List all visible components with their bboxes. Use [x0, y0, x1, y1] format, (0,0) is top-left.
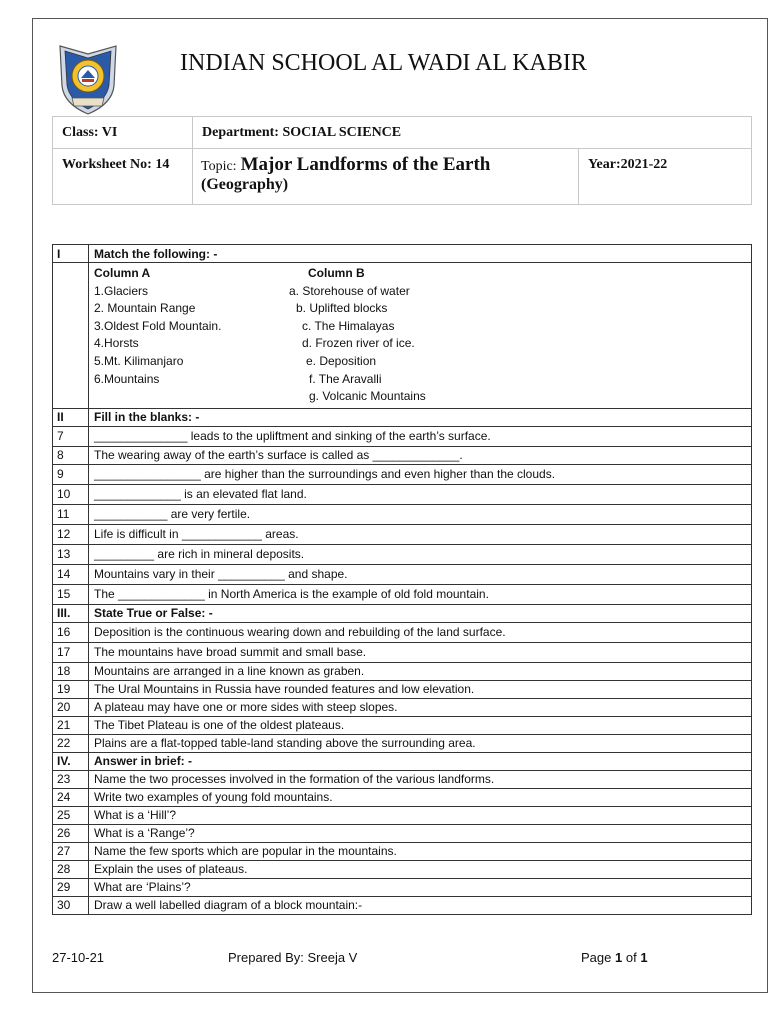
question-row: [53, 504, 752, 524]
question-row: [53, 860, 752, 878]
question-row: [53, 716, 752, 734]
question-number: 27: [53, 842, 89, 860]
question-text: What is a ‘Range’?: [89, 824, 752, 842]
section-title: State True or False: -: [89, 604, 752, 622]
question-text: Plains are a flat-topped table-land standing above the surrounding area.: [89, 734, 752, 752]
column-b-item: e. Deposition: [306, 353, 377, 368]
question-row: [53, 446, 752, 464]
question-row: [53, 584, 752, 604]
question-number: 21: [53, 716, 89, 734]
worksheet-label: Worksheet No: 14: [62, 157, 170, 172]
column-a-item: 5.Mt. Kilimanjaro: [94, 353, 184, 368]
column-b-item: d. Frozen river of ice.: [302, 336, 415, 351]
column-b-item: g. Volcanic Mountains: [309, 389, 426, 404]
question-text: The Ural Mountains in Russia have rounded features and low elevation.: [89, 680, 752, 698]
question-row: [53, 896, 752, 914]
question-text: Draw a well labelled diagram of a block mountain:-: [89, 896, 752, 914]
question-number: 13: [53, 544, 89, 564]
question-text: Write two examples of young fold mountains.: [89, 788, 752, 806]
question-number: 9: [53, 464, 89, 484]
question-row: [53, 662, 752, 680]
question-text: Deposition is the continuous wearing down and rebuilding of the land surface.: [89, 622, 752, 642]
column-a-heading: Column A: [94, 266, 151, 280]
question-text: What is a ‘Hill’?: [89, 806, 752, 824]
question-row: [53, 484, 752, 504]
column-a-item: 2. Mountain Range: [94, 301, 196, 316]
match-row: [53, 263, 752, 409]
question-text: Life is difficult in ____________ areas.: [89, 524, 752, 544]
match-grid: [94, 265, 751, 406]
question-number: 22: [53, 734, 89, 752]
question-number: 12: [53, 524, 89, 544]
question-number: 28: [53, 860, 89, 878]
worksheet-table: [52, 244, 752, 915]
question-row: [53, 788, 752, 806]
column-b-heading: Column B: [308, 266, 365, 280]
question-number: 29: [53, 878, 89, 896]
question-row: [53, 564, 752, 584]
question-text: ______________ leads to the upliftment and sinking of the earth’s surface.: [89, 426, 752, 446]
column-a-item: 4.Horsts: [94, 336, 139, 351]
footer-date: 27-10-21: [52, 950, 105, 965]
topic-subtitle: (Geography): [201, 176, 289, 193]
page-current: 1: [615, 950, 623, 965]
section-header-row: [53, 408, 752, 426]
question-text: Mountains vary in their __________ and shape.: [89, 564, 752, 584]
question-row: [53, 770, 752, 788]
question-text: _____________ is an elevated flat land.: [89, 484, 752, 504]
question-number: 10: [53, 484, 89, 504]
column-a-item: 1.Glaciers: [94, 283, 149, 298]
question-row: [53, 544, 752, 564]
question-row: [53, 806, 752, 824]
section-title: Match the following: -: [89, 245, 752, 263]
column-a-item: 3.Oldest Fold Mountain.: [94, 318, 222, 333]
section-header-row: [53, 752, 752, 770]
question-row: [53, 698, 752, 716]
section-number: IV.: [53, 752, 89, 770]
section-number: III.: [53, 604, 89, 622]
column-b-item: b. Uplifted blocks: [296, 301, 388, 316]
question-row: [53, 824, 752, 842]
question-row: [53, 622, 752, 642]
question-text: Name the two processes involved in the formation of the various landforms.: [89, 770, 752, 788]
question-number: 20: [53, 698, 89, 716]
section-header-row: [53, 604, 752, 622]
column-a-item: 6.Mountains: [94, 371, 160, 386]
question-text: The Tibet Plateau is one of the oldest plateaus.: [89, 716, 752, 734]
question-row: [53, 524, 752, 544]
question-text: ________________ are higher than the surroundings and even higher than the clouds.: [89, 464, 752, 484]
footer: [52, 950, 752, 966]
question-text: ___________ are very fertile.: [89, 504, 752, 524]
page-of: of: [625, 950, 637, 965]
question-text: A plateau may have one or more sides with steep slopes.: [89, 698, 752, 716]
column-b-item: f. The Aravalli: [309, 371, 382, 386]
question-number: 17: [53, 642, 89, 662]
header-info-table: [52, 116, 752, 205]
question-row: [53, 426, 752, 446]
question-text: The mountains have broad summit and small base.: [89, 642, 752, 662]
school-name: INDIAN SCHOOL AL WADI AL KABIR: [180, 50, 587, 76]
question-number: 19: [53, 680, 89, 698]
question-number: 26: [53, 824, 89, 842]
section-number: II: [53, 408, 89, 426]
topic-block: [193, 149, 578, 194]
question-text: The wearing away of the earth’s surface is called as _____________.: [89, 446, 752, 464]
question-text: Explain the uses of plateaus.: [89, 860, 752, 878]
question-number: 30: [53, 896, 89, 914]
question-row: [53, 642, 752, 662]
question-number: 14: [53, 564, 89, 584]
question-text: The _____________ in North America is the example of old fold mountain.: [89, 584, 752, 604]
question-number: 7: [53, 426, 89, 446]
section-header-row: [53, 245, 752, 263]
class-label: Class: VI: [62, 125, 118, 140]
question-text: Name the few sports which are popular in the mountains.: [89, 842, 752, 860]
question-text: What are ‘Plains’?: [89, 878, 752, 896]
question-row: [53, 464, 752, 484]
column-b-item: c. The Himalayas: [302, 318, 395, 333]
question-text: _________ are rich in mineral deposits.: [89, 544, 752, 564]
question-number: 18: [53, 662, 89, 680]
year-label: Year:2021-22: [588, 157, 668, 172]
footer-page-number: [581, 950, 648, 965]
question-number: 15: [53, 584, 89, 604]
question-row: [53, 878, 752, 896]
question-number: 8: [53, 446, 89, 464]
department-label: Department: SOCIAL SCIENCE: [202, 125, 402, 140]
question-number: 23: [53, 770, 89, 788]
topic-title: Major Landforms of the Earth: [240, 154, 491, 175]
section-title: Answer in brief: -: [89, 752, 752, 770]
question-row: [53, 680, 752, 698]
footer-prepared-by: Prepared By: Sreeja V: [228, 950, 358, 965]
question-row: [53, 734, 752, 752]
column-b-item: a. Storehouse of water: [289, 283, 410, 298]
question-number: 24: [53, 788, 89, 806]
question-number: 25: [53, 806, 89, 824]
page-prefix: Page: [581, 950, 612, 965]
question-row: [53, 842, 752, 860]
topic-prefix: Topic:: [201, 159, 237, 174]
school-crest-icon: [52, 40, 124, 116]
section-number: I: [53, 245, 89, 263]
question-number: 11: [53, 504, 89, 524]
question-text: Mountains are arranged in a line known as graben.: [89, 662, 752, 680]
section-title: Fill in the blanks: -: [89, 408, 752, 426]
page-total: 1: [640, 950, 648, 965]
question-number: 16: [53, 622, 89, 642]
